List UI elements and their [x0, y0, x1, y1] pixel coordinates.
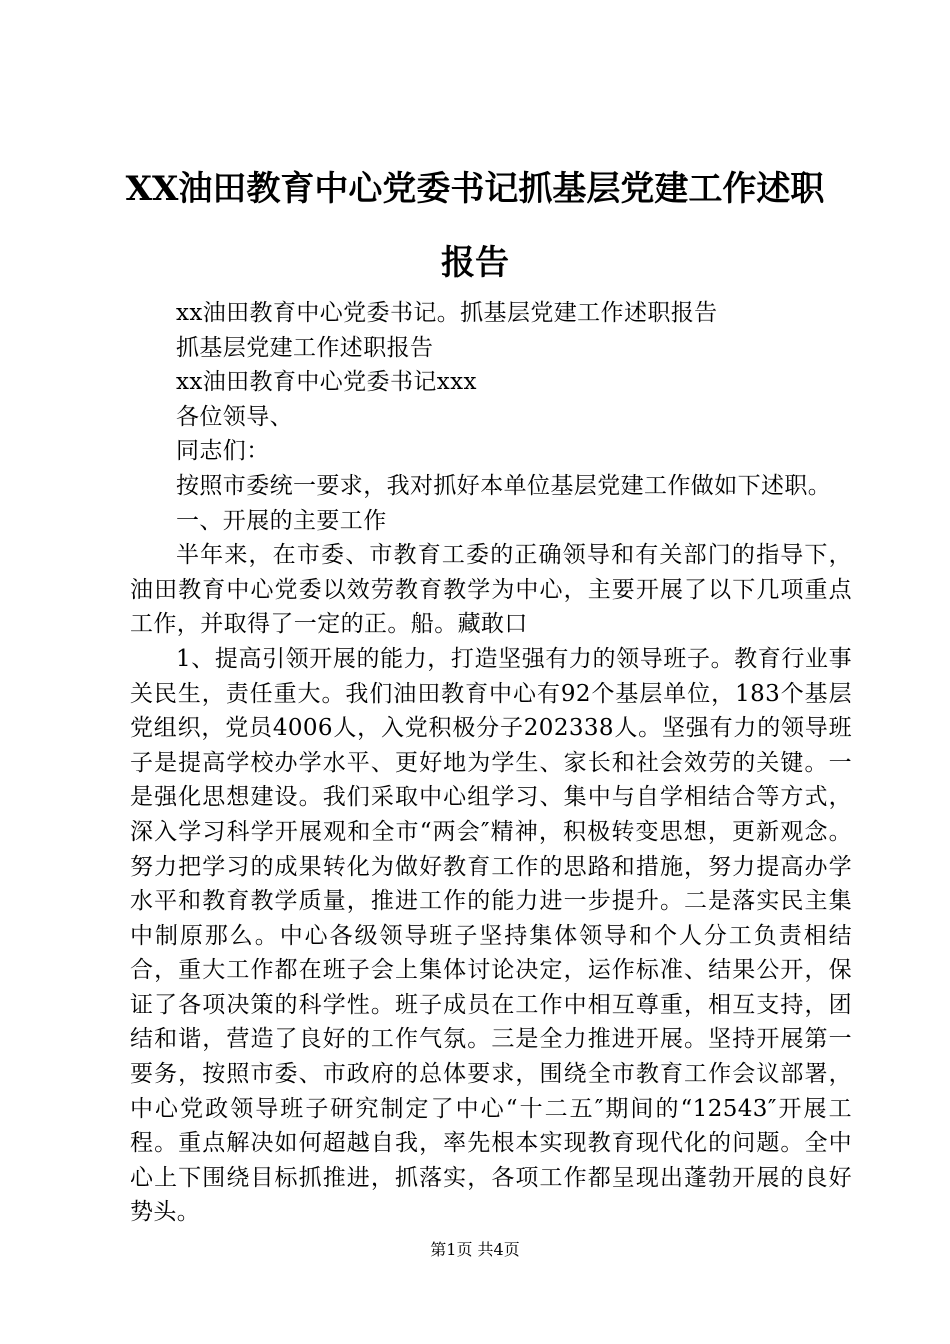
paragraph-author: xx油田教育中心党委书记xxx: [176, 369, 477, 396]
paragraph-intro: 按照市委统一要求，我对抓好本单位基层党建工作做如下述职。: [176, 472, 832, 499]
paragraph-salutation-1: 各位领导、: [176, 403, 293, 430]
document-title: XX油田教育中心党委书记抓基层党建工作述职报告: [125, 169, 825, 283]
paragraph-heading-line: xx油田教育中心党委书记。抓基层党建工作述职报告: [176, 300, 718, 326]
page-footer: 第1页 共4页: [430, 1240, 520, 1259]
paragraph-subtitle: 抓基层党建工作述职报告: [176, 334, 434, 361]
paragraph-item-1: 1、提高引领开展的能力，打造坚强有力的领导班子。教育行业事关民生，责任重大。我们油田教育中心有92个基层单位，183个基层党组织，党员4006人，入党积极分子202338人。坚强有力的领导班子是提高学校办学水平、更好地为学生、家长和社会效劳的关键。一是强化思想建设。我们采取中心组学习、集中与自学相结合等方式，深入学习科学开展观和全市“两会″精神，积极转变思想，更新观念。努力把学习的成果转化为做好教育工作的思路和措施，努力提高办学水平和教育教学质量，推进工作的能力进一步提升。二是落实民主集中制原那么。中心各级领导班子坚持集体领导和个人分工负责相结合，重大工作都在班子会上集体讨论决定，运作标准、结果公开，保证了各项决策的科学性。班子成员在工作中相互尊重，相互支持，团结和谐，营造了良好的工作气氛。三是全力推进开展。坚持开展第一要务，按照市委、市政府的总体要求，围绕全市教育工作会议部署，中心党政领导班子研究制定了中心“十二五″期间的“12543″开展工程。重点解决如何超越自我，率先根本实现教育现代化的问题。全中心上下围绕目标抓推进，抓落实，各项工作都呈现出蓬勃开展的良好势头。: [130, 645, 852, 1226]
document-body: [130, 296, 852, 1230]
paragraph-salutation-2: 同志们：: [176, 438, 270, 465]
paragraph-overview: 半年来，在市委、市教育工委的正确领导和有关部门的指导下，油田教育中心党委以效劳教育教学为中心，主要开展了以下几项重点工作，并取得了一定的正。船。藏敢口: [130, 542, 852, 638]
section-heading: 一、开展的主要工作: [176, 507, 387, 534]
